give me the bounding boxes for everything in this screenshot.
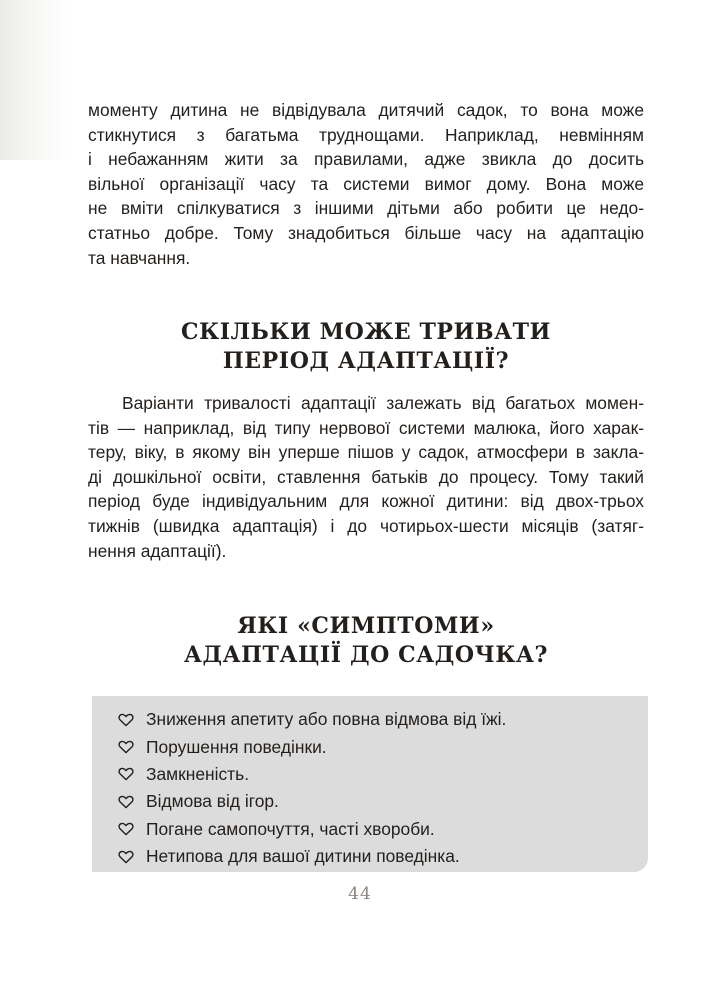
page-edge-shade [0,0,70,160]
text-line: теру, віку, в якому він уперше пішов у садок, атмосфери в закла- [88,442,644,463]
text-line: і небажанням жити за правилами, адже звикла до досить [88,149,644,170]
symptom-text: Відмова від ігор. [146,791,279,812]
symptoms-list [92,696,648,870]
text-line: нення адаптації). [88,540,227,561]
text-line: тижнів (швидка адаптація) і до чотирьох-шести місяців (затяг- [88,515,644,536]
text-line: період буде індивідуальним для кожної дитини: від двох-трьох [88,491,644,512]
text-line: ді дошкільної освіти, ставлення батьків до процесу. Тому такий [88,466,644,487]
list-item [118,816,648,843]
text-line: тів — наприклад, від типу нервової системи малюка, його харак- [88,417,644,438]
list-item [118,843,648,870]
duration-section-heading [88,318,644,376]
text-line: моменту дитина не відвідувала дитячий садок, то вона може [88,100,644,120]
heart-outline-icon [118,795,134,809]
intro-paragraph [88,98,644,270]
symptoms-section-heading [88,612,644,670]
list-item [118,788,648,815]
text-line: статньо добре. Тому знадобиться більше часу на адаптацію [88,222,644,243]
heading-line: АДАПТАЦІЇ ДО САДОЧКА? [183,642,548,668]
symptoms-list-box [92,696,648,872]
heart-outline-icon [118,740,134,754]
heart-outline-icon [118,850,134,864]
symptom-text: Нетипова для вашої дитини поведінка. [146,846,460,867]
text-line: не вміти спілкуватися з іншими дітьми або робити це недо- [88,198,644,219]
heading-line: СКІЛЬКИ МОЖЕ ТРИВАТИ [180,319,552,345]
text-line: вільної організації часу та системи вимог дому. Вона може [88,173,644,194]
heart-outline-icon [118,713,134,727]
symptom-text: Погане самопочуття, часті хвороби. [146,818,435,839]
heading-line: ЯКІ «СИМПТОМИ» [237,613,495,639]
symptom-text: Замкненість. [146,763,250,784]
heading-line: ПЕРІОД АДАПТАЦІЇ? [222,348,510,374]
symptom-text: Порушення поведінки. [146,736,327,757]
list-item [118,761,648,788]
symptom-text: Зниження апетиту або повна відмова від їжі. [146,709,507,730]
list-item [118,733,648,760]
text-line: Варіанти тривалості адаптації залежать від багатьох момен- [122,393,644,413]
page-number: 44 [348,884,372,904]
text-line: стикнутися з багатьма труднощами. Наприклад, невмінням [88,124,644,145]
text-line: та навчання. [88,247,191,268]
list-item [118,706,648,733]
heart-outline-icon [118,767,134,781]
heart-outline-icon [118,822,134,836]
duration-paragraph [88,391,644,563]
